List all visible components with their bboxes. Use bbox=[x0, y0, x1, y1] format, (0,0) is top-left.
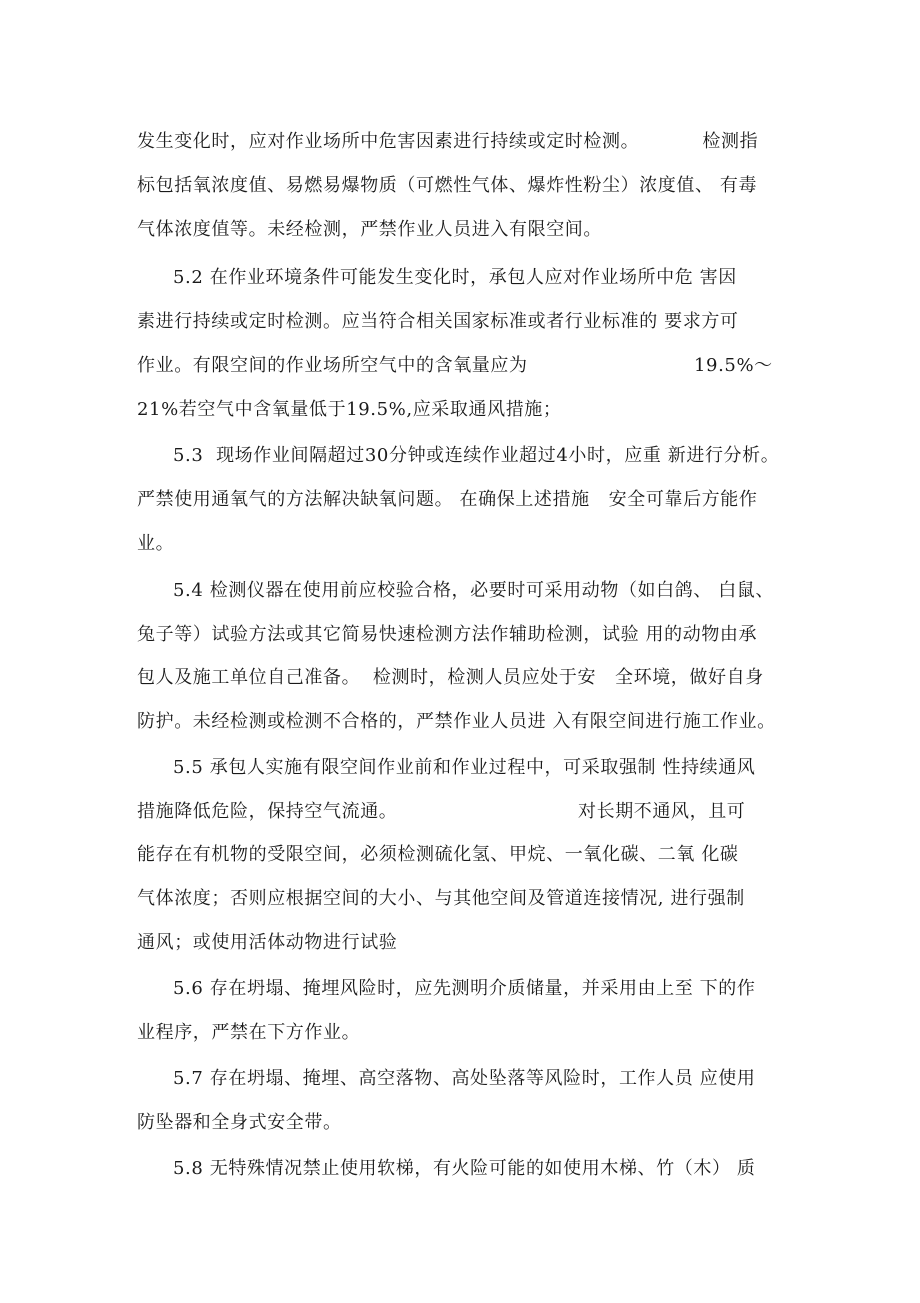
text-line-6-value: 19.5%～ bbox=[694, 355, 773, 376]
text-line-24: 5.8 无特殊情况禁止使用软梯，有火险可能的如使用木梯、竹（木） 质 bbox=[173, 1158, 756, 1179]
text-line-2: 标包括氧浓度值、易燃易爆物质（可燃性气体、爆炸性粉尘）浓度值、 有毒 bbox=[137, 175, 758, 196]
text-line-17: 能存在有机物的受限空间，必须检测硫化氢、甲烷、一氧化碳、二氧 化碳 bbox=[137, 844, 739, 865]
text-line-13: 包人及施工单位自己准备。 检测时，检测人员应处于安 全环境，做好自身 bbox=[137, 667, 764, 688]
text-line-11: 5.4 检测仪器在使用前应校验合格，必要时可采用动物（如白鸽、 白鼠、 bbox=[173, 580, 775, 601]
text-line-16: 措施降低危险，保持空气流通。 bbox=[137, 801, 398, 822]
text-line-19: 通风；或使用活体动物进行试验 bbox=[137, 932, 398, 953]
text-line-8: 5.3 现场作业间隔超过30分钟或连续作业超过4小时，应重 新进行分析。 bbox=[173, 445, 780, 466]
text-line-18: 气体浓度；否则应根据空间的大小、与其他空间及管道连接情况, 进行强制 bbox=[137, 888, 745, 909]
text-line-3: 气体浓度值等。未经检测，严禁作业人员进入有限空间。 bbox=[137, 219, 602, 240]
text-line-21: 业程序，严禁在下方作业。 bbox=[137, 1022, 361, 1043]
text-line-9: 严禁使用通氧气的方法解决缺氧问题。 在确保上述措施 安全可靠后方能作 bbox=[137, 489, 758, 510]
text-line-1: 发生变化时，应对作业场所中危害因素进行持续或定时检测。 检测指 bbox=[137, 131, 759, 152]
text-line-10: 业。 bbox=[137, 533, 175, 554]
text-line-14: 防护。未经检测或检测不合格的，严禁作业人员进 入有限空间进行施工作业。 bbox=[137, 711, 776, 732]
text-line-6: 作业。有限空间的作业场所空气中的含氧量应为 bbox=[137, 355, 528, 376]
text-line-20: 5.6 存在坍塌、掩埋风险时，应先测明介质储量，并采用由上至 下的作 bbox=[173, 978, 756, 999]
text-line-23: 防坠器和全身式安全带。 bbox=[137, 1112, 342, 1133]
text-line-12: 兔子等）试验方法或其它简易快速检测方法作辅助检测，试验 用的动物由承 bbox=[137, 624, 758, 645]
text-line-15: 5.5 承包人实施有限空间作业前和作业过程中，可采取强制 性持续通风 bbox=[173, 757, 756, 778]
text-line-5: 素进行持续或定时检测。应当符合相关国家标准或者行业标准的 要求方可 bbox=[137, 311, 739, 332]
text-line-16-right: 对长期不通风，且可 bbox=[578, 801, 746, 822]
text-line-7: 21%若空气中含氧量低于19.5%,应采取通风措施； bbox=[137, 399, 562, 420]
text-line-22: 5.7 存在坍塌、掩埋、高空落物、高处坠落等风险时，工作人员 应使用 bbox=[173, 1068, 756, 1089]
text-line-4: 5.2 在作业环境条件可能发生变化时，承包人应对作业场所中危 害因 bbox=[173, 267, 737, 288]
